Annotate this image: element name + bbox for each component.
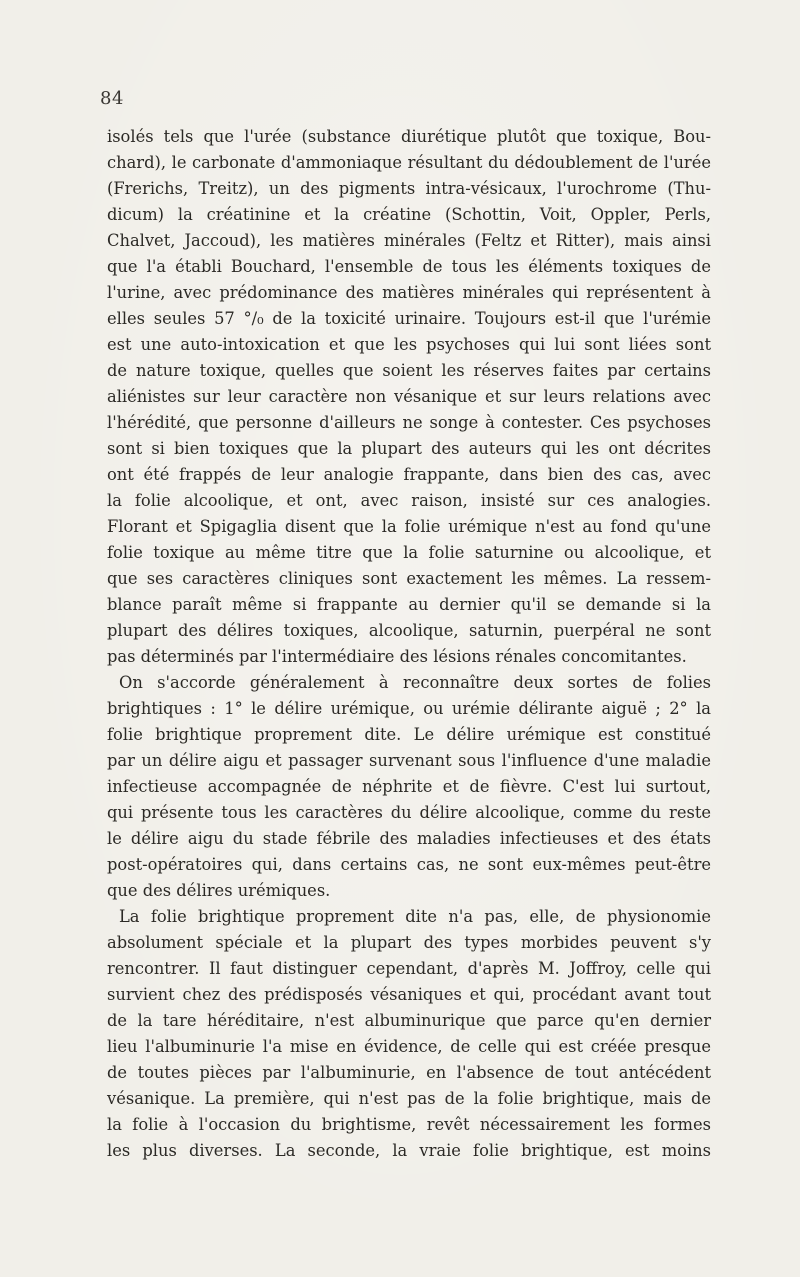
text-line: pas déterminés par l'intermédiaire des lésions rénales concomitantes. (107, 647, 687, 666)
text-line: est une auto-intoxication et que les psychoses qui lui sont liées sont (107, 335, 711, 354)
text-line: qui présente tous les caractères du délire alcoolique, comme du reste (107, 803, 711, 822)
text-line: blance paraît même si frappante au dernier qu'il se demande si la (107, 595, 711, 614)
text-line: les plus diverses. La seconde, la vraie folie brightique, est moins (107, 1141, 711, 1160)
page-number: 84 (100, 88, 124, 109)
text-line: ont été frappés de leur analogie frappante, dans bien des cas, avec (107, 465, 711, 484)
text-line: vésanique. La première, qui n'est pas de la folie brightique, mais de (107, 1089, 711, 1108)
text-line: rencontrer. Il faut distinguer cependant, d'après M. Joffroy, celle qui (107, 959, 711, 978)
text-line: post-opératoires qui, dans certains cas, ne sont eux-mêmes peut-être (107, 855, 711, 874)
text-line: (Frerichs, Treitz), un des pigments intra-vésicaux, l'urochrome (Thu- (107, 179, 711, 198)
text-line: par un délire aigu et passager survenant sous l'influence d'une maladie (107, 751, 711, 770)
text-line: infectieuse accompagnée de néphrite et de fièvre. C'est lui surtout, (107, 777, 711, 796)
text-line: de la tare héréditaire, n'est albuminurique que parce qu'en dernier (107, 1011, 711, 1030)
text-line: la folie à l'occasion du brightisme, revêt nécessairement les formes (107, 1115, 711, 1134)
text-line: plupart des délires toxiques, alcoolique, saturnin, puerpéral ne sont (107, 621, 711, 640)
text-line: sont si bien toxiques que la plupart des auteurs qui les ont décrites (107, 439, 711, 458)
text-line: la folie alcoolique, et ont, avec raison, insisté sur ces analogies. (107, 491, 711, 510)
text-line: Chalvet, Jaccoud), les matières minérales (Feltz et Ritter), mais ainsi (107, 231, 711, 250)
body-text (107, 124, 711, 1164)
text-line: survient chez des prédisposés vésaniques et qui, procédant avant tout (107, 985, 711, 1004)
text-line: absolument spéciale et la plupart des types morbides peuvent s'y (107, 933, 711, 952)
text-line: Florant et Spigaglia disent que la folie urémique n'est au fond qu'une (107, 517, 711, 536)
text-line: lieu l'albuminurie l'a mise en évidence, de celle qui est créée presque (107, 1037, 711, 1056)
text-line: dicum) la créatinine et la créatine (Schottin, Voit, Oppler, Perls, (107, 205, 711, 224)
text-line: que des délires urémiques. (107, 881, 331, 900)
text-line: La folie brightique proprement dite n'a pas, elle, de physionomie (119, 907, 711, 926)
text-line: folie toxique au même titre que la folie saturnine ou alcoolique, et (107, 543, 711, 562)
text-line: l'urine, avec prédominance des matières minérales qui représentent à (107, 283, 711, 302)
text-line: elles seules 57 °/₀ de la toxicité urinaire. Toujours est-il que l'urémie (107, 309, 711, 328)
text-line: que l'a établi Bouchard, l'ensemble de tous les éléments toxiques de (107, 257, 711, 276)
text-line: l'hérédité, que personne d'ailleurs ne songe à contester. Ces psychoses (107, 413, 711, 432)
text-line: folie brightique proprement dite. Le délire urémique est constitué (107, 725, 711, 744)
text-line: isolés tels que l'urée (substance diurétique plutôt que toxique, Bou- (107, 127, 711, 146)
text-line: le délire aigu du stade fébrile des maladies infectieuses et des états (107, 829, 711, 848)
text-line: On s'accorde généralement à reconnaître deux sortes de folies (119, 673, 711, 692)
text-line: aliénistes sur leur caractère non vésanique et sur leurs relations avec (107, 387, 711, 406)
text-line: de nature toxique, quelles que soient les réserves faites par certains (107, 361, 711, 380)
text-line: de toutes pièces par l'albuminurie, en l'absence de tout antécédent (107, 1063, 711, 1082)
text-line: chard), le carbonate d'ammoniaque résultant du dédoublement de l'urée (107, 153, 711, 172)
text-line: brightiques : 1° le délire urémique, ou urémie délirante aiguë ; 2° la (107, 699, 711, 718)
text-line: que ses caractères cliniques sont exactement les mêmes. La ressem- (107, 569, 711, 588)
